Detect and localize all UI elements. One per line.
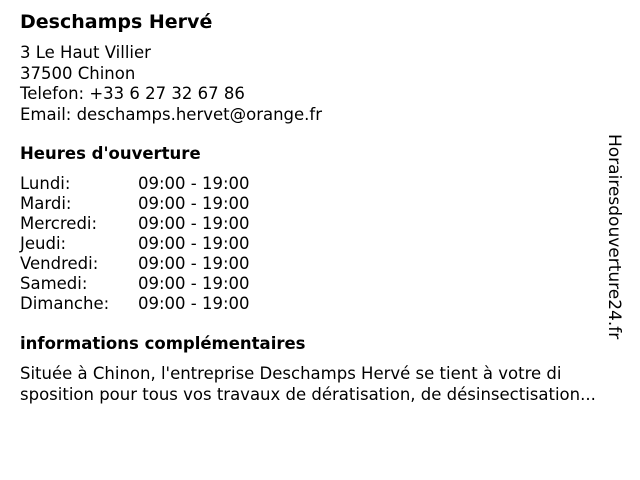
email-address: Email: deschamps.hervet@orange.fr bbox=[20, 104, 323, 124]
business-description bbox=[20, 364, 630, 405]
hours-row-monday bbox=[20, 174, 250, 194]
contact-block bbox=[20, 43, 322, 125]
day-label: Vendredi: bbox=[20, 254, 99, 273]
site-watermark: Horairesdouverture24.fr bbox=[604, 134, 624, 340]
hours-row-thursday bbox=[20, 234, 250, 254]
opening-hours-heading: Heures d'ouverture bbox=[20, 144, 201, 163]
day-label: Lundi: bbox=[20, 174, 71, 193]
time-range: 09:00 - 19:00 bbox=[138, 234, 250, 253]
day-label: Jeudi: bbox=[20, 234, 67, 253]
opening-hours-table bbox=[20, 174, 250, 314]
time-range: 09:00 - 19:00 bbox=[138, 254, 250, 273]
description-line: Située à Chinon, l'entreprise Deschamps Hervé se tient à votre di bbox=[20, 364, 562, 383]
business-name: Deschamps Hervé bbox=[20, 11, 213, 33]
address-city: 37500 Chinon bbox=[20, 63, 136, 83]
hours-row-sunday bbox=[20, 294, 250, 314]
time-range: 09:00 - 19:00 bbox=[138, 294, 250, 313]
hours-row-saturday bbox=[20, 274, 250, 294]
time-range: 09:00 - 19:00 bbox=[138, 214, 250, 233]
hours-row-friday bbox=[20, 254, 250, 274]
additional-info-heading: informations complémentaires bbox=[20, 334, 306, 353]
time-range: 09:00 - 19:00 bbox=[138, 174, 250, 193]
description-line: sposition pour tous vos travaux de dératisation, de désinsectisation... bbox=[20, 384, 596, 404]
day-label: Samedi: bbox=[20, 274, 88, 293]
day-label: Mercredi: bbox=[20, 214, 98, 233]
hours-row-tuesday bbox=[20, 194, 250, 214]
day-label: Dimanche: bbox=[20, 294, 110, 313]
phone-number: Telefon: +33 6 27 32 67 86 bbox=[20, 84, 245, 103]
hours-row-wednesday bbox=[20, 214, 250, 234]
day-label: Mardi: bbox=[20, 194, 72, 213]
time-range: 09:00 - 19:00 bbox=[138, 194, 250, 213]
time-range: 09:00 - 19:00 bbox=[138, 274, 250, 293]
address-street: 3 Le Haut Villier bbox=[20, 43, 151, 62]
